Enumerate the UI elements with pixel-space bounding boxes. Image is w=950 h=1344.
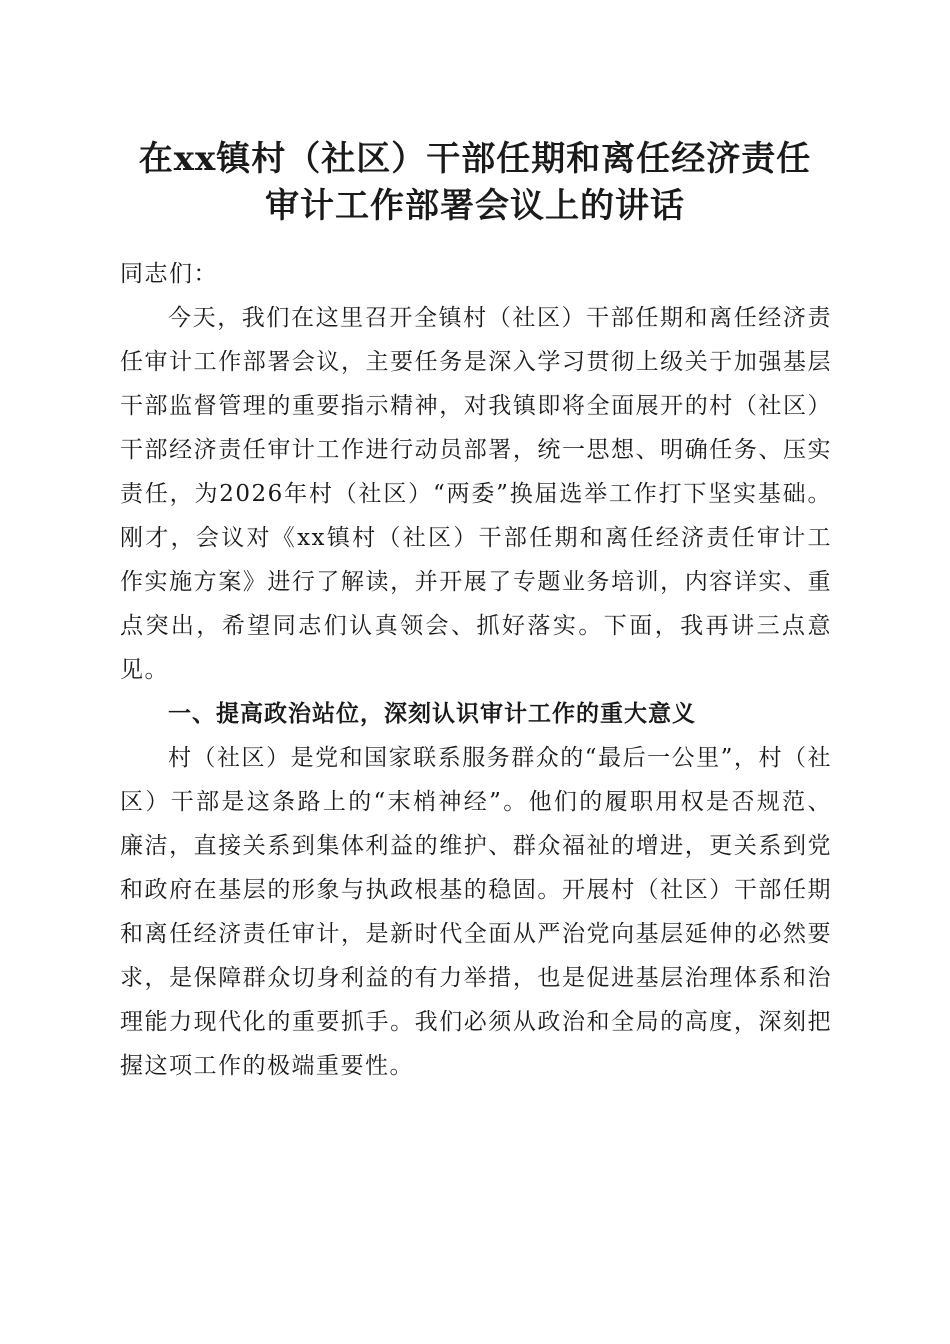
- document-title: [100, 136, 850, 230]
- section-heading-1: 一、提高政治站位，深刻认识审计工作的重大意义: [168, 701, 696, 727]
- salutation: 同志们：: [120, 261, 218, 287]
- paragraph-intro: 今天，我们在这里召开全镇村（社区）干部任期和离任经济责任审计工作部署会议，主要任务是深入学习贯彻上级关于加强基层干部监督管理的重要指示精神，对我镇即将全面展开的村（社区）干部经济责任审计工作进行动员部署，统一思想、明确任务、压实责任，为2026年村（社区）“两委”换届选举工作打下坚实基础。刚才，会议对《xx镇村（社区）干部任期和离任经济责任审计工作实施方案》进行了解读，并开展了专题业务培训，内容详实、重点突出，希望同志们认真领会、抓好落实。下面，我再讲三点意见。: [120, 305, 832, 683]
- document-body: [120, 252, 832, 1088]
- title-line-1: 在xx镇村（社区）干部任期和离任经济责任: [138, 139, 812, 179]
- paragraph-section-1: 村（社区）是党和国家联系服务群众的“最后一公里”，村（社区）干部是这条路上的“末梢神经”。他们的履职用权是否规范、廉洁，直接关系到集体利益的维护、群众福祉的增进，更关系到党和政府在基层的形象与执政根基的稳固。开展村（社区）干部任期和离任经济责任审计，是新时代全面从严治党向基层延伸的必然要求，是保障群众切身利益的有力举措，也是促进基层治理体系和治理能力现代化的重要抓手。我们必须从政治和全局的高度，深刻把握这项工作的极端重要性。: [120, 745, 832, 1079]
- title-line-2: 审计工作部署会议上的讲话: [265, 186, 685, 226]
